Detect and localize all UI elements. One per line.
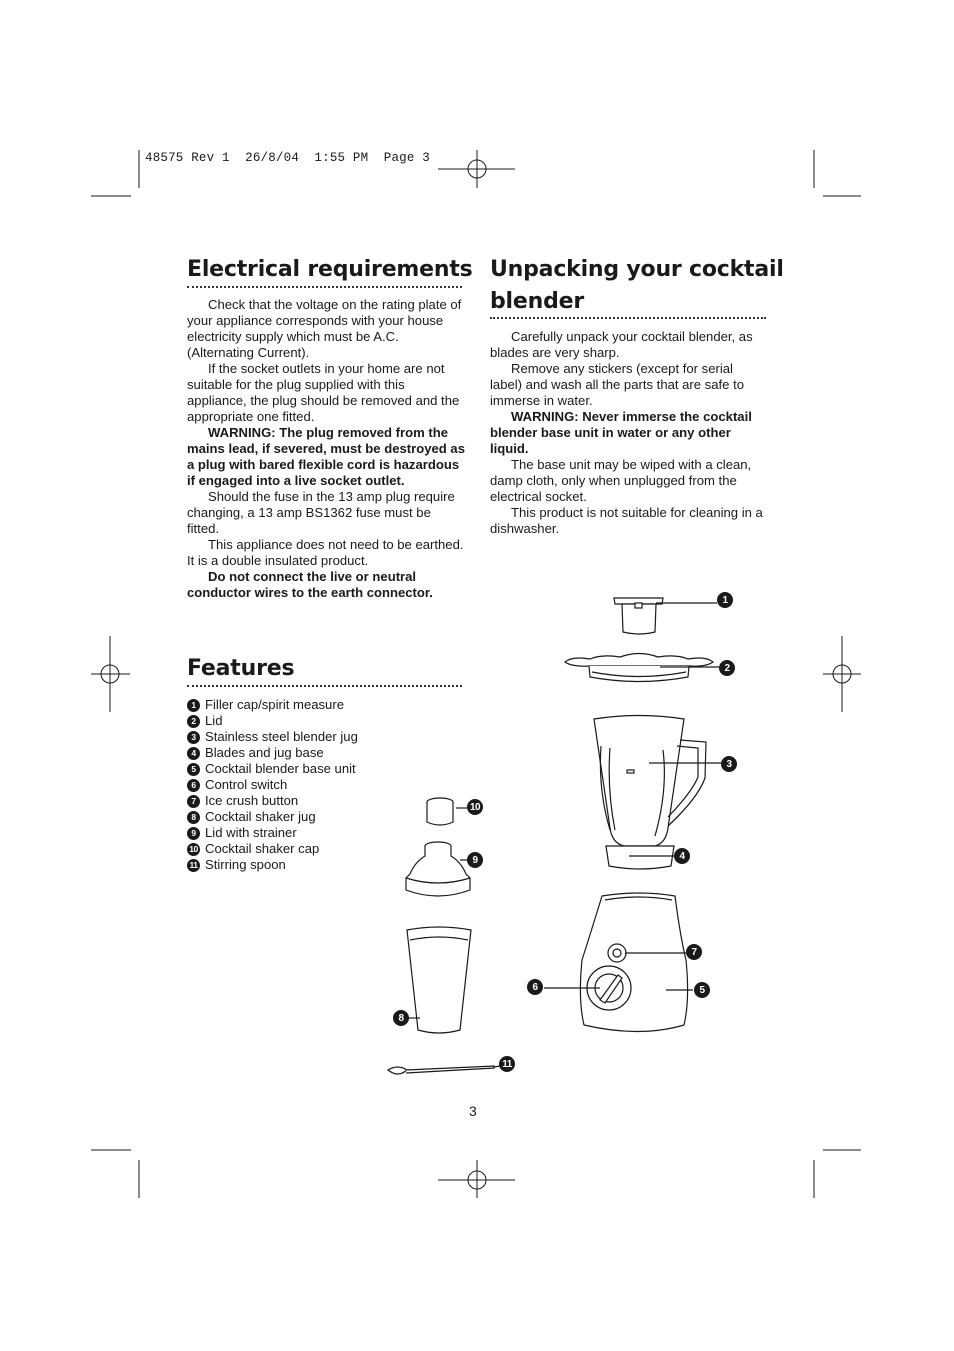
stirring-spoon-drawing [388,1066,500,1074]
features-title: Features [187,656,295,681]
feature-number: 7 [187,795,200,808]
feature-label: Stainless steel blender jug [205,729,358,744]
feature-label: Cocktail shaker jug [205,809,316,824]
callout-5: 5 [694,982,710,998]
feature-label: Stirring spoon [205,857,286,872]
blender-jug-drawing [594,716,721,870]
feature-label: Blades and jug base [205,745,324,760]
electrical-title: Electrical requirements [187,257,473,282]
electrical-p2: If the socket outlets in your home are not suitable for the plug supplied with this appliance, the plug should be removed and the appropriate one fitted. [187,361,460,424]
feature-item [187,745,358,761]
feature-label: Lid with strainer [205,825,297,840]
feature-label: Cocktail blender base unit [205,761,356,776]
callout-11: 11 [499,1056,515,1072]
feature-number: 4 [187,747,200,760]
shaker-cap-drawing [427,798,467,825]
electrical-p4: This appliance does not need to be earthed. It is a double insulated product. [187,537,464,568]
callout-2: 2 [719,660,735,676]
callout-10: 10 [467,799,483,815]
feature-number: 2 [187,715,200,728]
electrical-warning: WARNING: The plug removed from the mains lead, if severed, must be destroyed as a plug with bared flexible cord is hazardous if engaged into a live socket outlet. [187,425,465,488]
filler-cap-drawing [614,598,717,634]
feature-number: 9 [187,827,200,840]
feature-item [187,825,358,841]
callout-3: 3 [721,756,737,772]
callout-1: 1 [717,592,733,608]
feature-number: 6 [187,779,200,792]
feature-number: 11 [187,859,200,872]
feature-label: Lid [205,713,223,728]
feature-item [187,809,358,825]
feature-number: 1 [187,699,200,712]
feature-item [187,857,358,873]
feature-item [187,793,358,809]
feature-item [187,713,358,729]
feature-number: 8 [187,811,200,824]
base-unit-drawing [544,893,693,1032]
electrical-note: Do not connect the live or neutral conductor wires to the earth connector. [187,569,433,600]
feature-number: 3 [187,731,200,744]
unpacking-p3: The base unit may be wiped with a clean, damp cloth, only when unplugged from the electrical socket. [490,457,752,504]
electrical-divider [187,286,462,288]
features-list [187,697,358,873]
feature-label: Filler cap/spirit measure [205,697,344,712]
shaker-jug-drawing [407,927,471,1033]
unpacking-title-line1: Unpacking your cocktail [490,257,784,282]
feature-label: Control switch [205,777,288,792]
callout-9: 9 [467,852,483,868]
feature-item [187,697,358,713]
feature-item [187,761,358,777]
callout-8: 8 [393,1010,409,1026]
page-number: 3 [469,1103,477,1119]
feature-item [187,729,358,745]
unpacking-divider [490,317,766,319]
callout-7: 7 [686,944,702,960]
unpacking-p2: Remove any stickers (except for serial label) and wash all the parts that are safe to immerse in water. [490,361,745,408]
feature-item [187,841,358,857]
unpacking-body [490,329,768,537]
print-slug: 48575 Rev 1 26/8/04 1:55 PM Page 3 [145,151,430,165]
feature-label: Ice crush button [205,793,299,808]
features-divider [187,685,462,687]
callout-4: 4 [674,848,690,864]
feature-number: 10 [187,843,200,856]
callout-6: 6 [527,979,543,995]
unpacking-warning: WARNING: Never immerse the cocktail blender base unit in water or any other liquid. [490,409,752,456]
lid-strainer-drawing [406,842,470,896]
feature-item [187,777,358,793]
electrical-p1: Check that the voltage on the rating plate of your appliance corresponds with your house electricity supply which must be A.C. (Alternating Current). [187,297,462,360]
unpacking-p1: Carefully unpack your cocktail blender, as blades are very sharp. [490,329,753,360]
feature-label: Cocktail shaker cap [205,841,320,856]
unpacking-p4: This product is not suitable for cleaning in a dishwasher. [490,505,763,536]
lid-drawing [565,654,719,682]
electrical-p3: Should the fuse in the 13 amp plug require changing, a 13 amp BS1362 fuse must be fitted. [187,489,455,536]
unpacking-title-line2: blender [490,289,584,314]
feature-number: 5 [187,763,200,776]
electrical-body [187,297,465,601]
